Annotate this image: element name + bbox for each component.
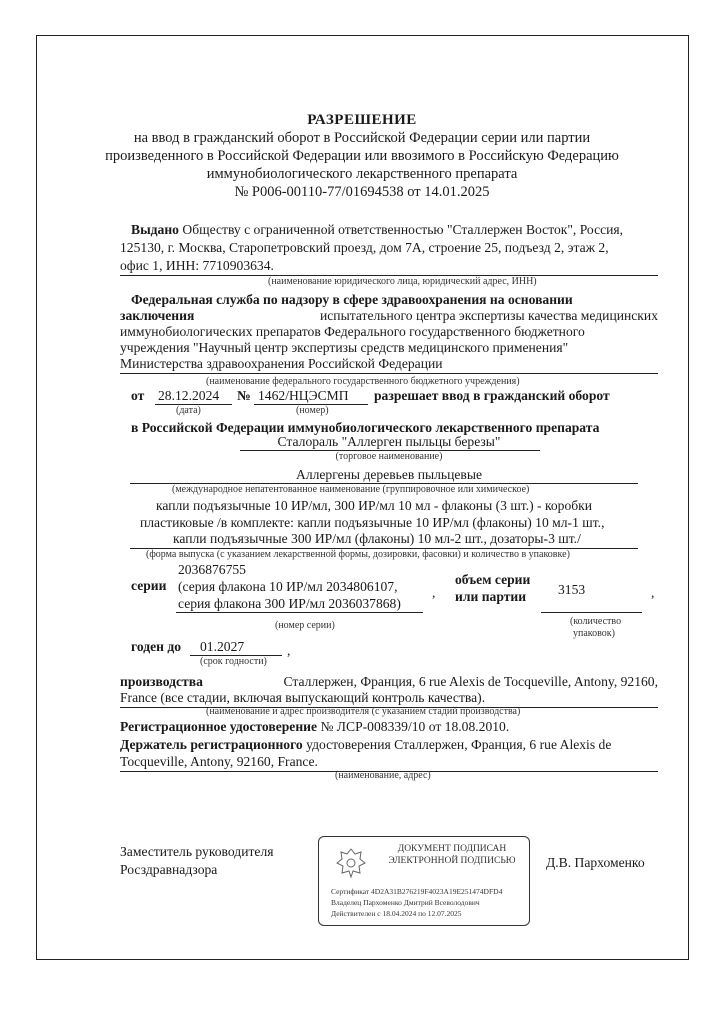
issued-label: Выдано [131,222,179,237]
volume-label-1: объем серии [455,572,531,587]
service-line-2-text: испытательного центра экспертизы качества медицинских [320,308,658,323]
from-label: от [131,388,145,403]
signer-position-1: Заместитель руководителя [120,844,274,859]
service-underline [120,373,658,374]
service-line-4: учреждения "Научный центр экспертизы средств медицинского применения" [120,340,569,355]
series-line-1: 2036876755 [178,562,246,577]
issued-line-3: офис 1, ИНН: 7710903634. [120,258,274,273]
series-caption: (номер серии) [275,620,335,631]
subtitle-line-2: произведенного в Российской Федерации или ввозимого в Российскую Федерацию [105,148,619,164]
stamp-valid: Действителен с 18.04.2024 по 12.07.2025 [331,909,462,918]
issued-text-1: Обществу с ограниченной ответственностью "Сталлержен Восток", Россия, [182,222,624,237]
expiry-label: годен до [131,639,182,654]
volume-caption-1: (количество [570,616,622,627]
inn-name: Аллергены деревьев пыльцевые [296,467,482,482]
issued-caption: (наименование юридического лица, юридический адрес, ИНН) [268,276,537,287]
issued-line-2: 125130, г. Москва, Старопетровский проезд, дом 7А, строение 25, подъезд 2, этаж 2, [120,240,609,255]
coat-of-arms-icon [333,845,369,881]
expiry-value: 01.2027 [200,639,245,654]
producer-label: производства [120,674,203,689]
series-comma: , [432,585,436,600]
document-title: РАЗРЕШЕНИЕ [307,112,417,128]
signer-position-2: Росздравнадзора [120,862,218,877]
subtitle-line-1: на ввод в гражданский оборот в Российской Федерации серии или партии [133,130,591,146]
volume-underline [541,612,642,613]
volume-comma: , [651,585,655,600]
series-line-2: (серия флакона 10 ИР/мл 2034806107, [178,579,398,594]
decision-line-2: в Российской Федерации иммунобиологического лекарственного препарата [131,420,600,435]
stamp-owner: Владелец Пархоменко Дмитрий Всеволодович [331,898,480,907]
stamp-title-1: ДОКУМЕНТ ПОДПИСАН [397,844,507,854]
service-line-1: Федеральная служба по надзору в сфере здравоохранения на основании [131,292,573,307]
allows-text: разрешает ввод в гражданский оборот [374,388,610,403]
inn-caption: (международное непатентованное наименование (группировочное или химическое) [172,484,530,495]
form-line-1: капли подъязычные 10 ИР/мл, 300 ИР/мл 10 мл - флаконы (3 шт.) - коробки [156,498,593,513]
series-label: серии [131,578,167,593]
holder-label: Держатель регистрационного [120,737,303,752]
subtitle-line-3: иммунобиологического лекарственного препарата [206,166,518,182]
number-caption: (номер) [296,405,329,416]
series-underline [176,612,423,613]
expiry-caption: (срок годности) [200,656,267,667]
producer-caption: (наименование и адрес производителя (с указанием стадий производства) [206,706,521,717]
registration-line [120,718,509,736]
trade-caption: (торговое наименование) [335,451,443,462]
stamp-title-2: ЭЛЕКТРОННОЙ ПОДПИСЬЮ [388,856,516,866]
registration-value: № ЛСР-008339/10 от 18.08.2010. [320,719,510,734]
expiry-comma: , [287,643,291,658]
holder-text-1: удостоверения Сталлержен, Франция, 6 rue Alexis de [306,737,612,752]
trade-name: Сталораль "Аллерген пыльцы березы" [277,434,501,449]
issued-line-1 [131,221,623,239]
decision-date: 28.12.2024 [158,388,220,403]
decision-number: 1462/НЦЭСМП [258,388,349,403]
date-caption: (дата) [176,405,201,416]
holder-caption: (наименование, адрес) [335,770,431,781]
registration-label: Регистрационное удостоверение [120,719,318,734]
volume-caption-2: упаковок) [573,628,615,639]
stamp-title [379,843,525,867]
producer-text-1: Сталлержен, Франция, 6 rue Alexis de Tocqueville, Antony, 92160, [283,674,658,689]
form-caption: (форма выпуска (с указанием лекарственной формы, дозировки, фасовки) и количество в упаковке) [146,549,570,560]
producer-line-2: France (все стадии, включая выпускающий контроль качества). [120,690,486,705]
service-caption: (наименование федерального государственного бюджетного учреждения) [206,376,520,387]
form-line-3: капли подъязычные 300 ИР/мл (флаконы) 10 мл-2 шт., дозаторы-3 шт./ [173,531,581,546]
stamp-cert: Сертификат 4D2A31B276219F4023A19E251474DFD4 [331,887,503,896]
volume-label-2: или партии [455,589,527,604]
permit-number: № Р006-00110-77/01694538 от 14.01.2025 [234,184,490,200]
service-line-3: иммунобиологических препаратов Федерального государственного бюджетного [120,324,585,339]
electronic-signature-stamp [318,836,530,926]
service-line-5: Министерства здравоохранения Российской Федерации [120,356,443,371]
service-conclusion-label: заключения [120,308,195,323]
volume-value: 3153 [558,582,586,597]
holder-line-2: Tocqueville, Antony, 92160, France. [120,754,318,769]
number-label: № [237,388,251,403]
signer-name: Д.В. Пархоменко [546,855,645,870]
series-line-3: серия флакона 300 ИР/мл 2036037868) [178,596,401,611]
holder-line-1 [120,736,611,754]
form-line-2: пластиковые /в комплекте: капли подъязычные 10 ИР/мл (флаконы) 10 мл-1 шт., [140,515,605,530]
